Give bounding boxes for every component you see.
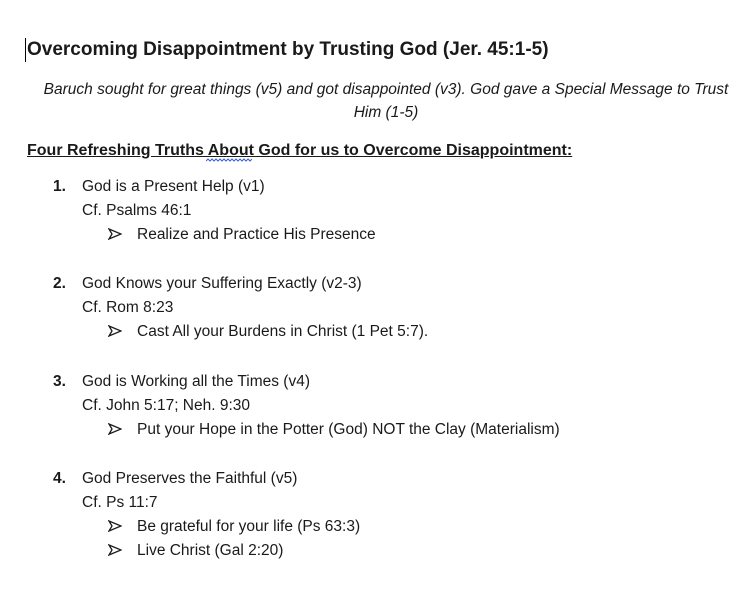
item-reference: Cf. Rom 8:23 (82, 299, 174, 316)
arrowhead-bullet-icon (108, 520, 122, 532)
bullet-point (108, 224, 376, 246)
item-title: God Knows your Suffering Exactly (v2-3) (82, 275, 362, 292)
section-heading: Four Refreshing Truths About God for us to Overcome Disappointment: (27, 142, 573, 159)
bullet-text: Realize and Practice His Presence (137, 226, 376, 243)
bullet-point (108, 516, 360, 538)
spellcheck-underline (206, 158, 252, 162)
arrowhead-bullet-icon (108, 423, 122, 435)
item-reference: Cf. John 5:17; Neh. 9:30 (82, 397, 251, 414)
item-reference: Cf. Ps 11:7 (82, 494, 158, 511)
item-title: God is a Present Help (v1) (82, 178, 265, 195)
bullet-text: Put your Hope in the Potter (God) NOT the Clay (Materialism) (137, 421, 560, 438)
item-number: 4. (53, 470, 66, 487)
arrowhead-bullet-icon (108, 228, 122, 240)
item-number: 3. (53, 373, 66, 390)
document-title: Overcoming Disappointment by Trusting God (Jer. 45:1-5) (27, 39, 549, 60)
intro-paragraph: Baruch sought for great things (v5) and got disappointed (v3). God gave a Special Message to Trust Him (1-5) (43, 81, 729, 121)
item-number: 1. (53, 178, 66, 195)
bullet-text: Be grateful for your life (Ps 63:3) (137, 518, 361, 535)
bullet-point (108, 321, 428, 343)
arrowhead-bullet-icon (108, 325, 122, 337)
text-cursor (25, 38, 26, 62)
bullet-point (108, 540, 283, 562)
arrowhead-bullet-icon (108, 544, 122, 556)
bullet-text: Live Christ (Gal 2:20) (137, 542, 284, 559)
item-number: 2. (53, 275, 66, 292)
item-title: God is Working all the Times (v4) (82, 373, 310, 390)
item-title: God Preserves the Faithful (v5) (82, 470, 298, 487)
bullet-point (108, 419, 560, 441)
item-reference: Cf. Psalms 46:1 (82, 202, 192, 219)
bullet-text: Cast All your Burdens in Christ (1 Pet 5:7). (137, 323, 429, 340)
